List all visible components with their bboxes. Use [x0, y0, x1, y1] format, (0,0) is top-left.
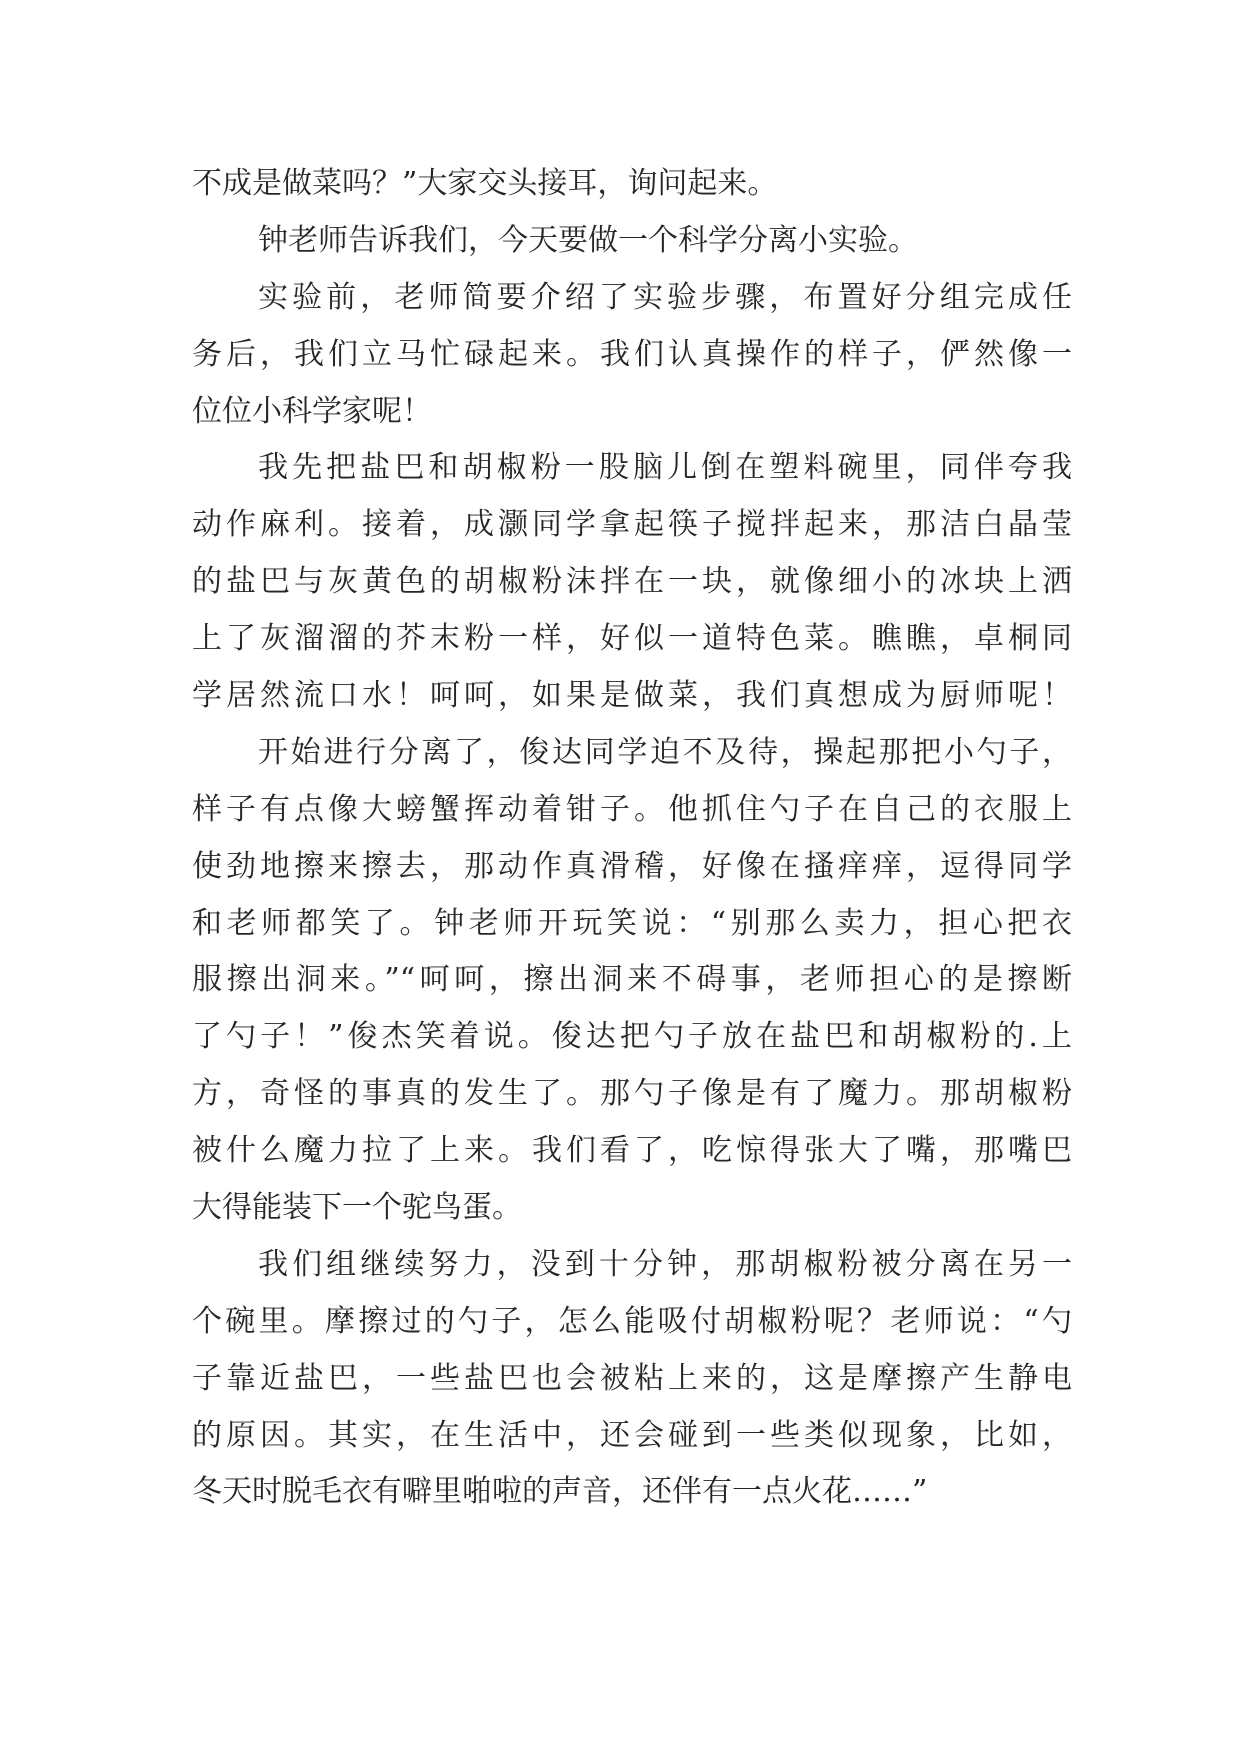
text-line: 被什么魔力拉了上来。我们看了，吃惊得张大了嘴，那嘴巴 [192, 1133, 1072, 1169]
text-line: 开始进行分离了，俊达同学迫不及待，操起那把小勺子， [258, 734, 1072, 770]
text-line: 使劲地擦来擦去，那动作真滑稽，好像在搔痒痒，逗得同学 [192, 848, 1072, 884]
text-line: 的原因。其实，在生活中，还会碰到一些类似现象，比如， [192, 1417, 1072, 1453]
text-line: 和老师都笑了。钟老师开玩笑说：“别那么卖力，担心把衣 [192, 905, 1072, 941]
text-line: 实验前，老师简要介绍了实验步骤，布置好分组完成任 [258, 279, 1072, 315]
text-line: 钟老师告诉我们，今天要做一个科学分离小实验。 [258, 222, 918, 258]
text-line: 个碗里。摩擦过的勺子，怎么能吸付胡椒粉呢？老师说：“勺 [192, 1303, 1072, 1339]
text-line: 学居然流口水！呵呵，如果是做菜，我们真想成为厨师呢！ [192, 678, 1072, 714]
text-line: 大得能装下一个驼鸟蛋。 [192, 1190, 522, 1226]
article-body [192, 156, 1072, 1521]
text-line: 我先把盐巴和胡椒粉一股脑儿倒在塑料碗里，同伴夸我 [258, 450, 1072, 486]
text-line: 样子有点像大螃蟹挥动着钳子。他抓住勺子在自己的衣服上 [192, 791, 1072, 827]
text-line: 子靠近盐巴，一些盐巴也会被粘上来的，这是摩擦产生静电 [192, 1360, 1072, 1396]
text-line: 位位小科学家呢！ [192, 393, 432, 429]
text-line: 的盐巴与灰黄色的胡椒粉沫拌在一块，就像细小的冰块上洒 [192, 564, 1072, 600]
text-line: 不成是做菜吗？”大家交头接耳，询问起来。 [192, 166, 778, 201]
text-line: 方，奇怪的事真的发生了。那勺子像是有了魔力。那胡椒粉 [192, 1076, 1072, 1112]
text-line: 服擦出洞来。”“呵呵，擦出洞来不碍事，老师担心的是擦断 [192, 962, 1072, 998]
text-line: 了勺子！”俊杰笑着说。俊达把勺子放在盐巴和胡椒粉的.上 [192, 1019, 1072, 1055]
text-line: 我们组继续努力，没到十分钟，那胡椒粉被分离在另一 [258, 1246, 1072, 1282]
text-line: 冬天时脱毛衣有噼里啪啦的声音，还伴有一点火花……” [192, 1474, 928, 1510]
text-line: 上了灰溜溜的芥末粉一样，好似一道特色菜。瞧瞧，卓桐同 [192, 621, 1072, 657]
text-line: 务后，我们立马忙碌起来。我们认真操作的样子，俨然像一 [192, 336, 1072, 372]
text-line: 动作麻利。接着，成灏同学拿起筷子搅拌起来，那洁白晶莹 [192, 507, 1072, 543]
